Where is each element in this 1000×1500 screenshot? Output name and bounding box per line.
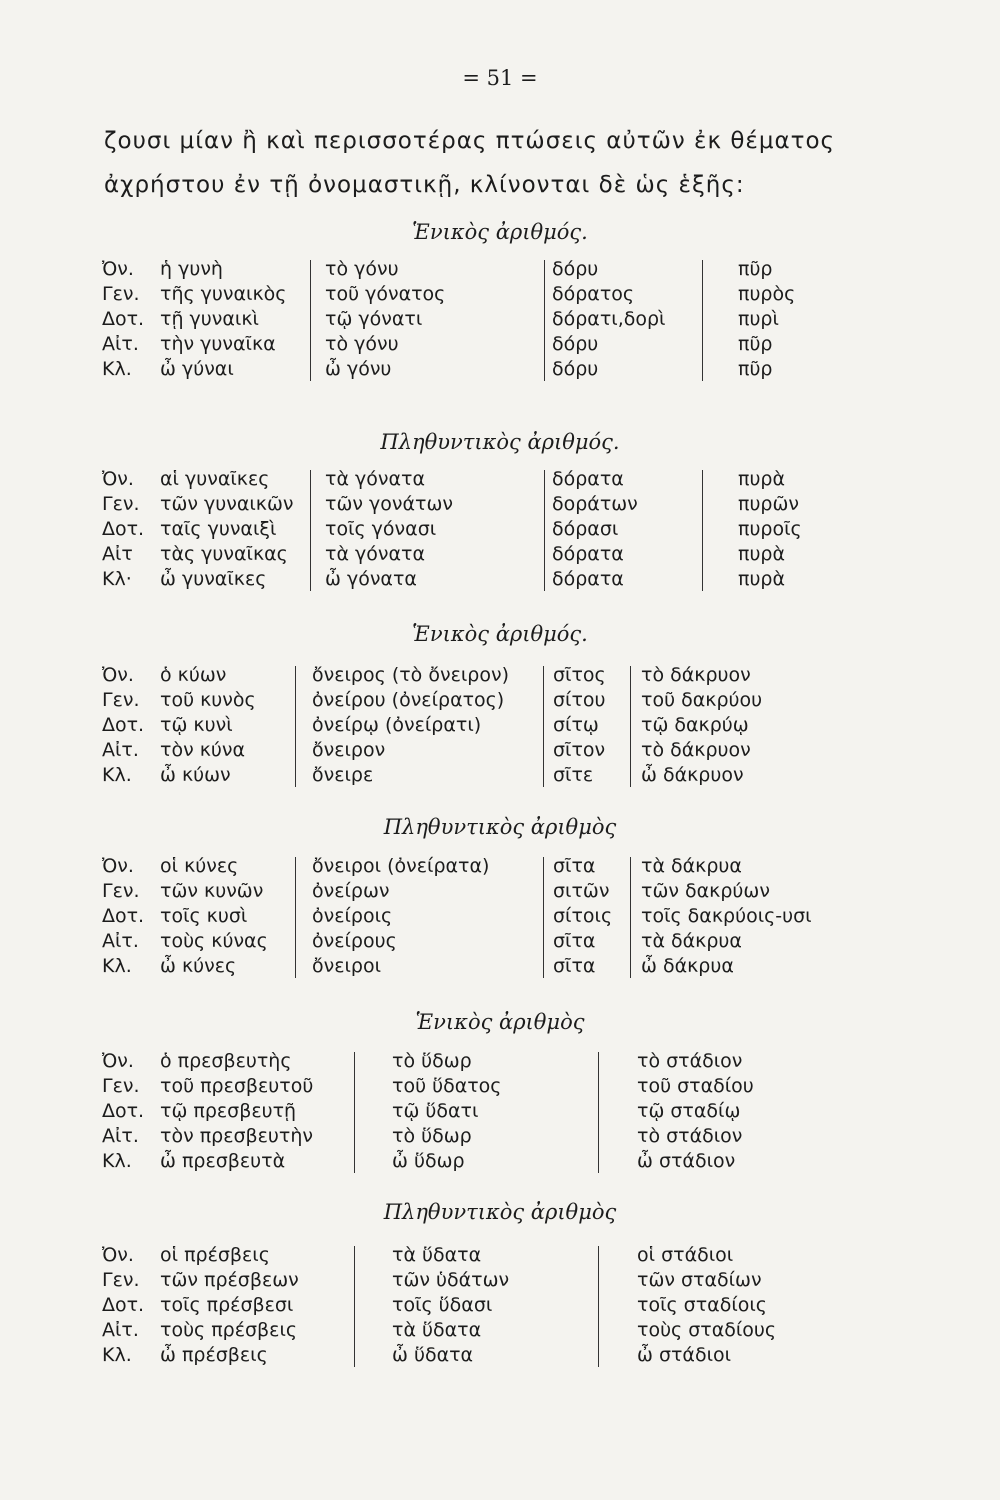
case-label: Αἰτ. <box>102 930 139 952</box>
case-label: Γεν. <box>102 689 140 711</box>
form-cell: αἱ γυναῖκες <box>160 468 270 490</box>
table-row <box>0 1319 1000 1344</box>
form-cell: τὸν πρεσβευτὴν <box>160 1125 314 1147</box>
form-cell: τὸ δάκρυον <box>641 664 751 686</box>
form-cell: σῖτα <box>553 930 596 952</box>
column-divider <box>598 1246 599 1367</box>
form-cell: τὸ ὕδωρ <box>392 1125 472 1147</box>
form-cell: ὦ δάκρυα <box>641 955 734 977</box>
declension-table <box>0 664 1000 789</box>
form-cell: τὸ στάδιον <box>637 1125 743 1147</box>
case-label: Δοτ. <box>102 518 145 540</box>
table-row <box>0 1100 1000 1125</box>
form-cell: τὸ γόνυ <box>325 258 399 280</box>
table-row <box>0 468 1000 493</box>
case-label: Αἰτ <box>102 543 133 565</box>
case-label: Ὀν. <box>102 664 134 686</box>
form-cell: τοῖς πρέσβεσι <box>160 1294 294 1316</box>
form-cell: πυρὰ <box>738 543 786 565</box>
form-cell: δόρυ <box>552 333 599 355</box>
form-cell: πῦρ <box>738 333 773 355</box>
form-cell: τοῦ σταδίου <box>637 1075 754 1097</box>
case-label: Γεν. <box>102 1269 140 1291</box>
form-cell: ὄνειρον <box>312 739 386 761</box>
case-label: Κλ. <box>102 955 132 977</box>
table-row <box>0 930 1000 955</box>
form-cell: τὰ γόνατα <box>325 543 425 565</box>
form-cell: ὦ ὕδωρ <box>392 1150 465 1172</box>
form-cell: δόρατα <box>552 568 624 590</box>
form-cell: τοῖς κυσὶ <box>160 905 248 927</box>
case-label: Γεν. <box>102 1075 140 1097</box>
case-label: Δοτ. <box>102 714 145 736</box>
form-cell: πυρὰ <box>738 468 786 490</box>
form-cell: ὄνειροι <box>312 955 382 977</box>
section-heading: Ἑνικὸς ἀριθμός. <box>412 220 588 244</box>
table-row <box>0 855 1000 880</box>
case-label: Κλ. <box>102 764 132 786</box>
table-row <box>0 493 1000 518</box>
declension-table <box>0 258 1000 383</box>
form-cell: τοῖς δακρύοις-υσι <box>641 905 812 927</box>
form-cell: τῷ κυνὶ <box>160 714 233 736</box>
form-cell: τὰ ὕδατα <box>392 1244 482 1266</box>
form-cell: τὰ ὕδατα <box>392 1319 482 1341</box>
case-label: Ὀν. <box>102 1050 134 1072</box>
form-cell: ὦ πρέσβεις <box>160 1344 268 1366</box>
form-cell: ὀνείρων <box>312 880 390 902</box>
case-label: Αἰτ. <box>102 1319 139 1341</box>
form-cell: σίτου <box>553 689 606 711</box>
column-divider <box>702 470 703 591</box>
form-cell: δόρυ <box>552 358 599 380</box>
table-row <box>0 905 1000 930</box>
case-label: Δοτ. <box>102 905 145 927</box>
section-heading: Πληθυντικὸς ἀριθμὸς <box>383 1200 617 1224</box>
form-cell: ὦ πρεσβευτὰ <box>160 1150 286 1172</box>
form-cell: τὸ γόνυ <box>325 333 399 355</box>
table-row <box>0 955 1000 980</box>
page-number: = 51 = <box>462 66 538 90</box>
form-cell: τὰ γόνατα <box>325 468 425 490</box>
form-cell: τῶν δακρύων <box>641 880 770 902</box>
section-heading: Ἑνικὸς ἀριθμός. <box>412 622 588 646</box>
section-heading: Πληθυντικὸς ἀριθμὸς <box>383 815 617 839</box>
intro-line-2: ἀχρήστου ἐν τῇ ὀνομαστικῇ, κλίνονται δὲ ὡς ἑξῆς: <box>104 172 745 198</box>
form-cell: ὄνειρος (τὸ ὄνειρον) <box>312 664 509 686</box>
form-cell: σῖτον <box>553 739 606 761</box>
form-cell: ὦ ὕδατα <box>392 1344 474 1366</box>
form-cell: τοὺς σταδίους <box>637 1319 777 1341</box>
form-cell: οἱ πρέσβεις <box>160 1244 270 1266</box>
form-cell: τοῖς ὕδασι <box>392 1294 493 1316</box>
table-row <box>0 308 1000 333</box>
section-heading: Ἑνικὸς ἀριθμὸς <box>415 1010 585 1034</box>
form-cell: σίτῳ <box>553 714 599 736</box>
form-cell: τοὺς κύνας <box>160 930 268 952</box>
form-cell: ὦ γόνυ <box>325 358 392 380</box>
form-cell: τῷ ὕδατι <box>392 1100 479 1122</box>
form-cell: δόρυ <box>552 258 599 280</box>
table-row <box>0 1244 1000 1269</box>
table-row <box>0 714 1000 739</box>
form-cell: ὁ πρεσβευτὴς <box>160 1050 292 1072</box>
column-divider <box>544 260 545 381</box>
table-row <box>0 333 1000 358</box>
form-cell: δόρασι <box>552 518 619 540</box>
form-cell: πυρὸς <box>738 283 796 305</box>
column-divider <box>354 1246 355 1367</box>
form-cell: τῶν γονάτων <box>325 493 453 515</box>
form-cell: ἡ γυνὴ <box>160 258 223 280</box>
declension-table <box>0 1244 1000 1369</box>
table-row <box>0 764 1000 789</box>
form-cell: πυρῶν <box>738 493 800 515</box>
form-cell: τῶν ὑδάτων <box>392 1269 510 1291</box>
form-cell: πῦρ <box>738 358 773 380</box>
form-cell: τοῖς γόνασι <box>325 518 437 540</box>
form-cell: σῖτα <box>553 955 596 977</box>
form-cell: τῷ δακρύῳ <box>641 714 749 736</box>
table-row <box>0 1150 1000 1175</box>
form-cell: σῖτα <box>553 855 596 877</box>
form-cell: δοράτων <box>552 493 638 515</box>
column-divider <box>598 1052 599 1173</box>
form-cell: σιτῶν <box>553 880 610 902</box>
form-cell: ὦ στάδιοι <box>637 1344 732 1366</box>
table-row <box>0 664 1000 689</box>
form-cell: τὰ δάκρυα <box>641 855 742 877</box>
form-cell: τὸ ὕδωρ <box>392 1050 472 1072</box>
column-divider <box>544 470 545 591</box>
form-cell: ὄνειροι (ὀνείρατα) <box>312 855 490 877</box>
table-row <box>0 880 1000 905</box>
column-divider <box>543 857 544 978</box>
table-row <box>0 258 1000 283</box>
form-cell: ὀνείρου (ὀνείρατος) <box>312 689 505 711</box>
intro-line-1: ζουσι μίαν ἢ καὶ περισσοτέρας πτώσεις αὐτῶν ἐκ θέματος <box>104 128 836 154</box>
form-cell: τῷ σταδίῳ <box>637 1100 741 1122</box>
table-row <box>0 739 1000 764</box>
case-label: Αἰτ. <box>102 1125 139 1147</box>
case-label: Δοτ. <box>102 308 145 330</box>
column-divider <box>295 857 296 978</box>
form-cell: δόρατα <box>552 543 624 565</box>
form-cell: τῇ γυναικὶ <box>160 308 259 330</box>
table-row <box>0 1125 1000 1150</box>
column-divider <box>295 666 296 787</box>
table-row <box>0 543 1000 568</box>
case-label: Γεν. <box>102 493 140 515</box>
table-row <box>0 283 1000 308</box>
column-divider <box>630 857 631 978</box>
form-cell: σῖτος <box>553 664 606 686</box>
form-cell: τοῦ πρεσβευτοῦ <box>160 1075 314 1097</box>
form-cell: τὸ στάδιον <box>637 1050 743 1072</box>
form-cell: ὦ στάδιον <box>637 1150 736 1172</box>
column-divider <box>630 666 631 787</box>
table-row <box>0 358 1000 383</box>
form-cell: τὰς γυναῖκας <box>160 543 288 565</box>
declension-table <box>0 468 1000 593</box>
table-row <box>0 1075 1000 1100</box>
column-divider <box>310 260 311 381</box>
section-heading: Πληθυντικὸς ἀριθμός. <box>380 430 620 454</box>
form-cell: τοῦ γόνατος <box>325 283 446 305</box>
form-cell: τῶν πρέσβεων <box>160 1269 299 1291</box>
form-cell: τὴν γυναῖκα <box>160 333 276 355</box>
form-cell: τῶν γυναικῶν <box>160 493 294 515</box>
form-cell: σίτοις <box>553 905 613 927</box>
form-cell: ὦ δάκρυον <box>641 764 744 786</box>
form-cell: ὦ γυναῖκες <box>160 568 267 590</box>
form-cell: δόρατος <box>552 283 635 305</box>
case-label: Αἰτ. <box>102 333 139 355</box>
table-row <box>0 1050 1000 1075</box>
form-cell: πυρὶ <box>738 308 779 330</box>
form-cell: ταῖς γυναιξὶ <box>160 518 277 540</box>
declension-table <box>0 1050 1000 1175</box>
case-label: Κλ. <box>102 1150 132 1172</box>
table-row <box>0 1344 1000 1369</box>
form-cell: πυροῖς <box>738 518 802 540</box>
form-cell: τὸ δάκρυον <box>641 739 751 761</box>
form-cell: οἱ κύνες <box>160 855 239 877</box>
table-row <box>0 1294 1000 1319</box>
form-cell: τῆς γυναικὸς <box>160 283 287 305</box>
table-row <box>0 568 1000 593</box>
form-cell: σῖτε <box>553 764 594 786</box>
form-cell: ὄνειρε <box>312 764 374 786</box>
form-cell: τοὺς πρέσβεις <box>160 1319 298 1341</box>
form-cell: ὦ γύναι <box>160 358 234 380</box>
case-label: Αἰτ. <box>102 739 139 761</box>
form-cell: τοῦ δακρύου <box>641 689 763 711</box>
form-cell: δόρατα <box>552 468 624 490</box>
form-cell: ὦ κύνες <box>160 955 237 977</box>
case-label: Γεν. <box>102 283 140 305</box>
column-divider <box>310 470 311 591</box>
case-label: Ὀν. <box>102 855 134 877</box>
case-label: Δοτ. <box>102 1100 145 1122</box>
form-cell: οἱ στάδιοι <box>637 1244 734 1266</box>
form-cell: τοῦ κυνὸς <box>160 689 256 711</box>
form-cell: ὦ γόνατα <box>325 568 417 590</box>
form-cell: δόρατι,δορὶ <box>552 308 666 330</box>
table-row <box>0 518 1000 543</box>
form-cell: τοῦ ὕδατος <box>392 1075 502 1097</box>
form-cell: ὀνείρους <box>312 930 397 952</box>
form-cell: τῷ πρεσβευτῇ <box>160 1100 297 1122</box>
column-divider <box>543 666 544 787</box>
declension-table <box>0 855 1000 980</box>
column-divider <box>354 1052 355 1173</box>
form-cell: πῦρ <box>738 258 773 280</box>
case-label: Κλ. <box>102 1344 132 1366</box>
case-label: Κλ. <box>102 358 132 380</box>
form-cell: ὀνείροις <box>312 905 393 927</box>
form-cell: πυρὰ <box>738 568 786 590</box>
form-cell: τῶν κυνῶν <box>160 880 264 902</box>
case-label: Γεν. <box>102 880 140 902</box>
table-row <box>0 689 1000 714</box>
form-cell: τὸν κύνα <box>160 739 246 761</box>
form-cell: ὦ κύων <box>160 764 231 786</box>
form-cell: τῶν σταδίων <box>637 1269 762 1291</box>
case-label: Κλ· <box>102 568 132 590</box>
case-label: Ὀν. <box>102 1244 134 1266</box>
case-label: Ὀν. <box>102 468 134 490</box>
column-divider <box>702 260 703 381</box>
case-label: Ὀν. <box>102 258 134 280</box>
form-cell: τοῖς σταδίοις <box>637 1294 767 1316</box>
form-cell: τὰ δάκρυα <box>641 930 742 952</box>
table-row <box>0 1269 1000 1294</box>
form-cell: ὁ κύων <box>160 664 227 686</box>
case-label: Δοτ. <box>102 1294 145 1316</box>
form-cell: ὀνείρῳ (ὀνείρατι) <box>312 714 482 736</box>
form-cell: τῷ γόνατι <box>325 308 423 330</box>
